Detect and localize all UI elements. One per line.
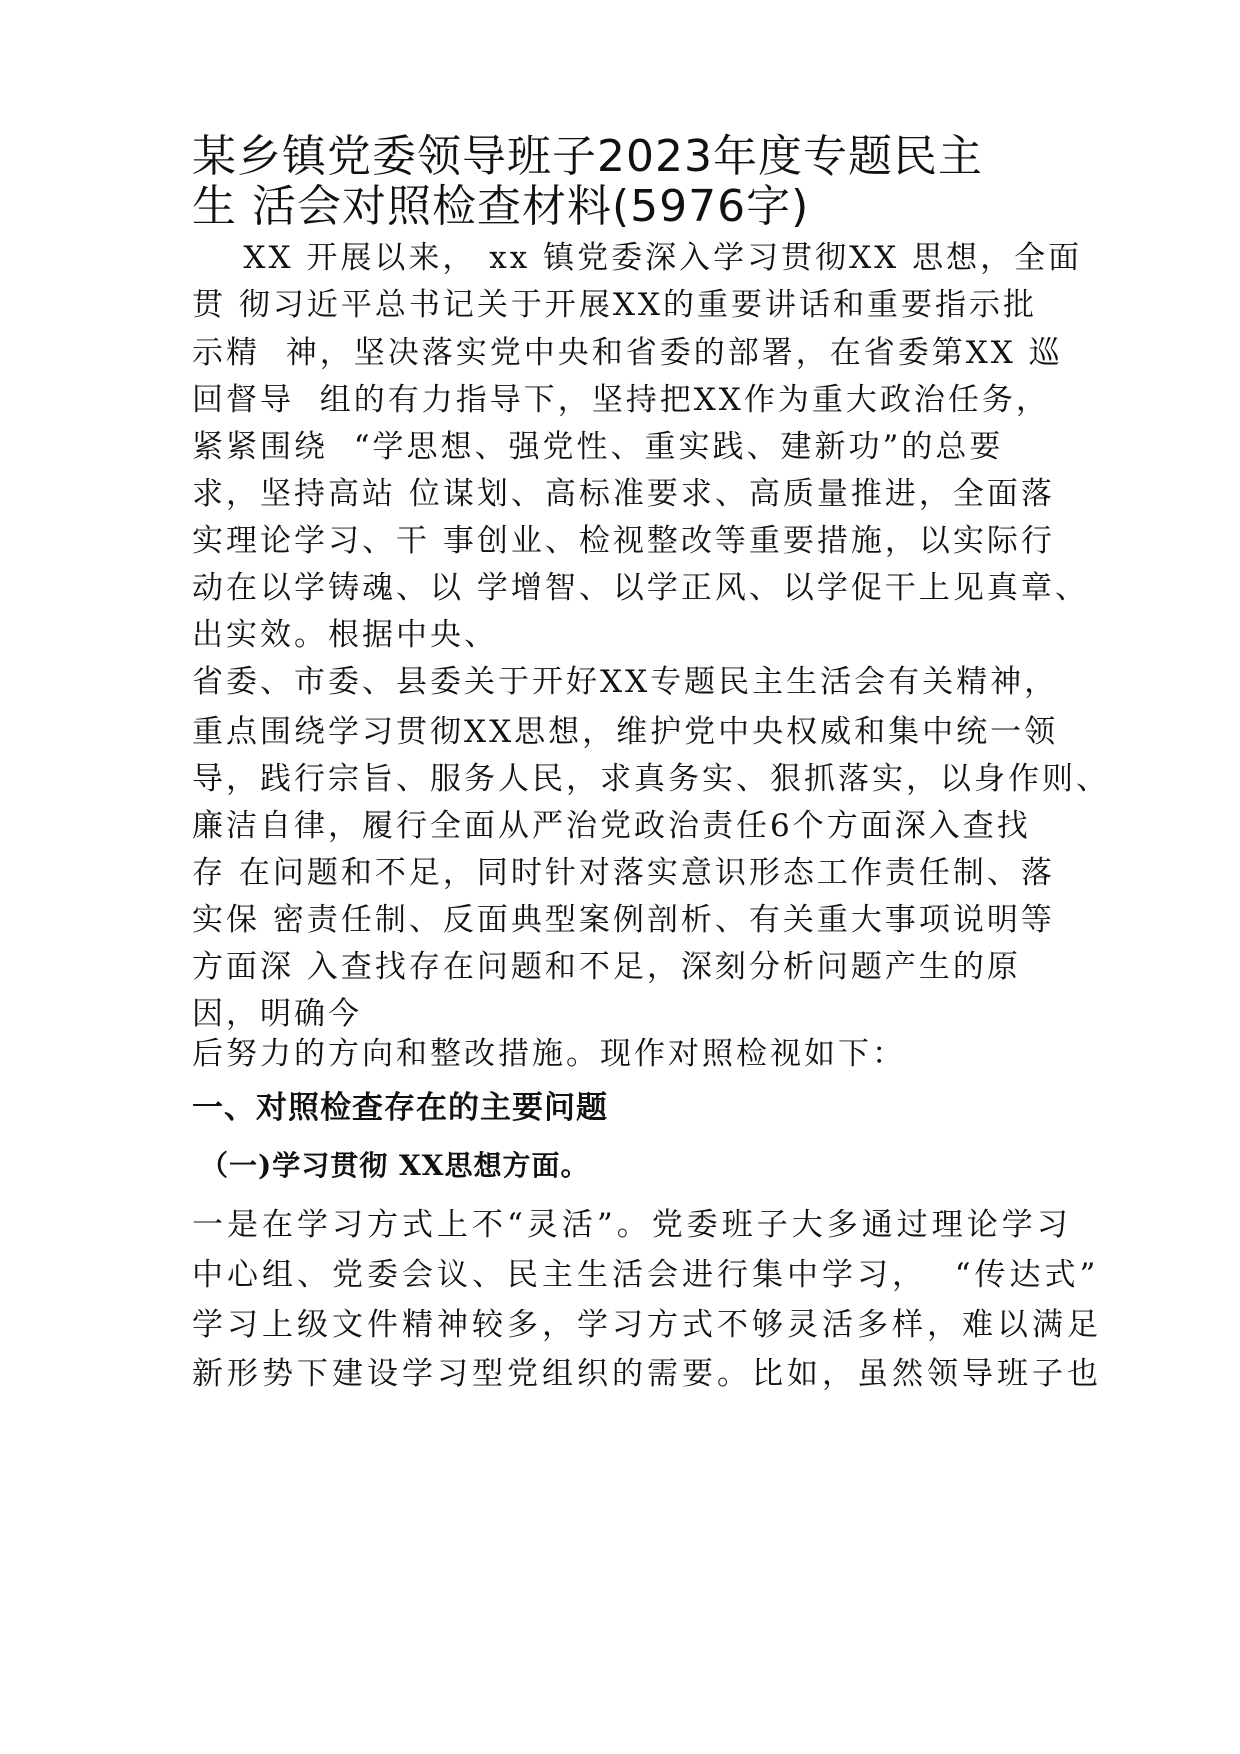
paragraph2-line-1: 一是在学习方式上不“灵活”。党委班子大多通过理论学习 [192, 1207, 1072, 1243]
paragraph1-line-6: 求，坚持高站 位谋划、高标准要求、高质量推进，全面落 [192, 476, 1055, 512]
paragraph1-line-9: 出实效。根据中央、 [192, 617, 498, 653]
subsection-heading: （一)学习贯彻 XX思想方面。 [200, 1149, 590, 1182]
paragraph2-line-4: 新形势下建设学习型党组织的需要。比如，虽然领导班子也 [192, 1356, 1102, 1392]
document-title-line-1: 某乡镇党委领导班子2023年度专题民主 [192, 131, 983, 182]
paragraph1-line-7: 实理论学习、干 事创业、检视整改等重要措施，以实际行 [192, 523, 1055, 559]
paragraph1-line-12: 导，践行宗旨、服务人民，求真务实、狠抓落实，以身作则、 [192, 761, 1110, 797]
paragraph2-line-3: 学习上级文件精神较多，学习方式不够灵活多样，难以满足 [192, 1307, 1102, 1343]
paragraph2-line-2: 中心组、党委会议、民主生活会进行集中学习， “传达式” [192, 1257, 1100, 1293]
paragraph1-line-15: 实保 密责任制、反面典型案例剖析、有关重大事项说明等 [192, 902, 1055, 938]
paragraph1-line-3: 示精 神，坚决落实党中央和省委的部署，在省委第XX 巡 [192, 335, 1063, 371]
paragraph1-line-14: 存 在问题和不足，同时针对落实意识形态工作责任制、落 [192, 855, 1055, 891]
paragraph1-line-11: 重点围绕学习贯彻XX思想，维护党中央权威和集中统一领 [192, 714, 1059, 750]
document-title-line-2: 生 活会对照检查材料(5976字) [192, 181, 810, 232]
paragraph1-line-13: 廉洁自律，履行全面从严治党政治责任6个方面深入查找 [192, 808, 1031, 844]
paragraph1-line-10: 省委、市委、县委关于开好XX专题民主生活会有关精神， [192, 664, 1059, 700]
paragraph1-line-18: 后努力的方向和整改措施。现作对照检视如下： [192, 1036, 906, 1072]
paragraph1-line-4: 回督导 组的有力指导下，坚持把XX作为重大政治任务， [192, 382, 1050, 418]
paragraph1-line-5: 紧紧围绕 “学思想、强党性、重实践、建新功”的总要 [192, 429, 1004, 465]
paragraph1-line-16: 方面深 入查找存在问题和不足，深刻分析问题产生的原 [192, 949, 1021, 985]
paragraph1-line-2: 贯 彻习近平总书记关于开展XX的重要讲话和重要指示批 [192, 287, 1037, 323]
section-heading: 一、对照检查存在的主要问题 [192, 1090, 608, 1126]
paragraph1-line-8: 动在以学铸魂、以 学增智、以学正风、以学促干上见真章、 [192, 570, 1089, 606]
paragraph1-line-1: XX 开展以来， xx 镇党委深入学习贯彻XX 思想，全面 [192, 240, 1083, 276]
paragraph1-line-17: 因，明确今 [192, 996, 362, 1032]
